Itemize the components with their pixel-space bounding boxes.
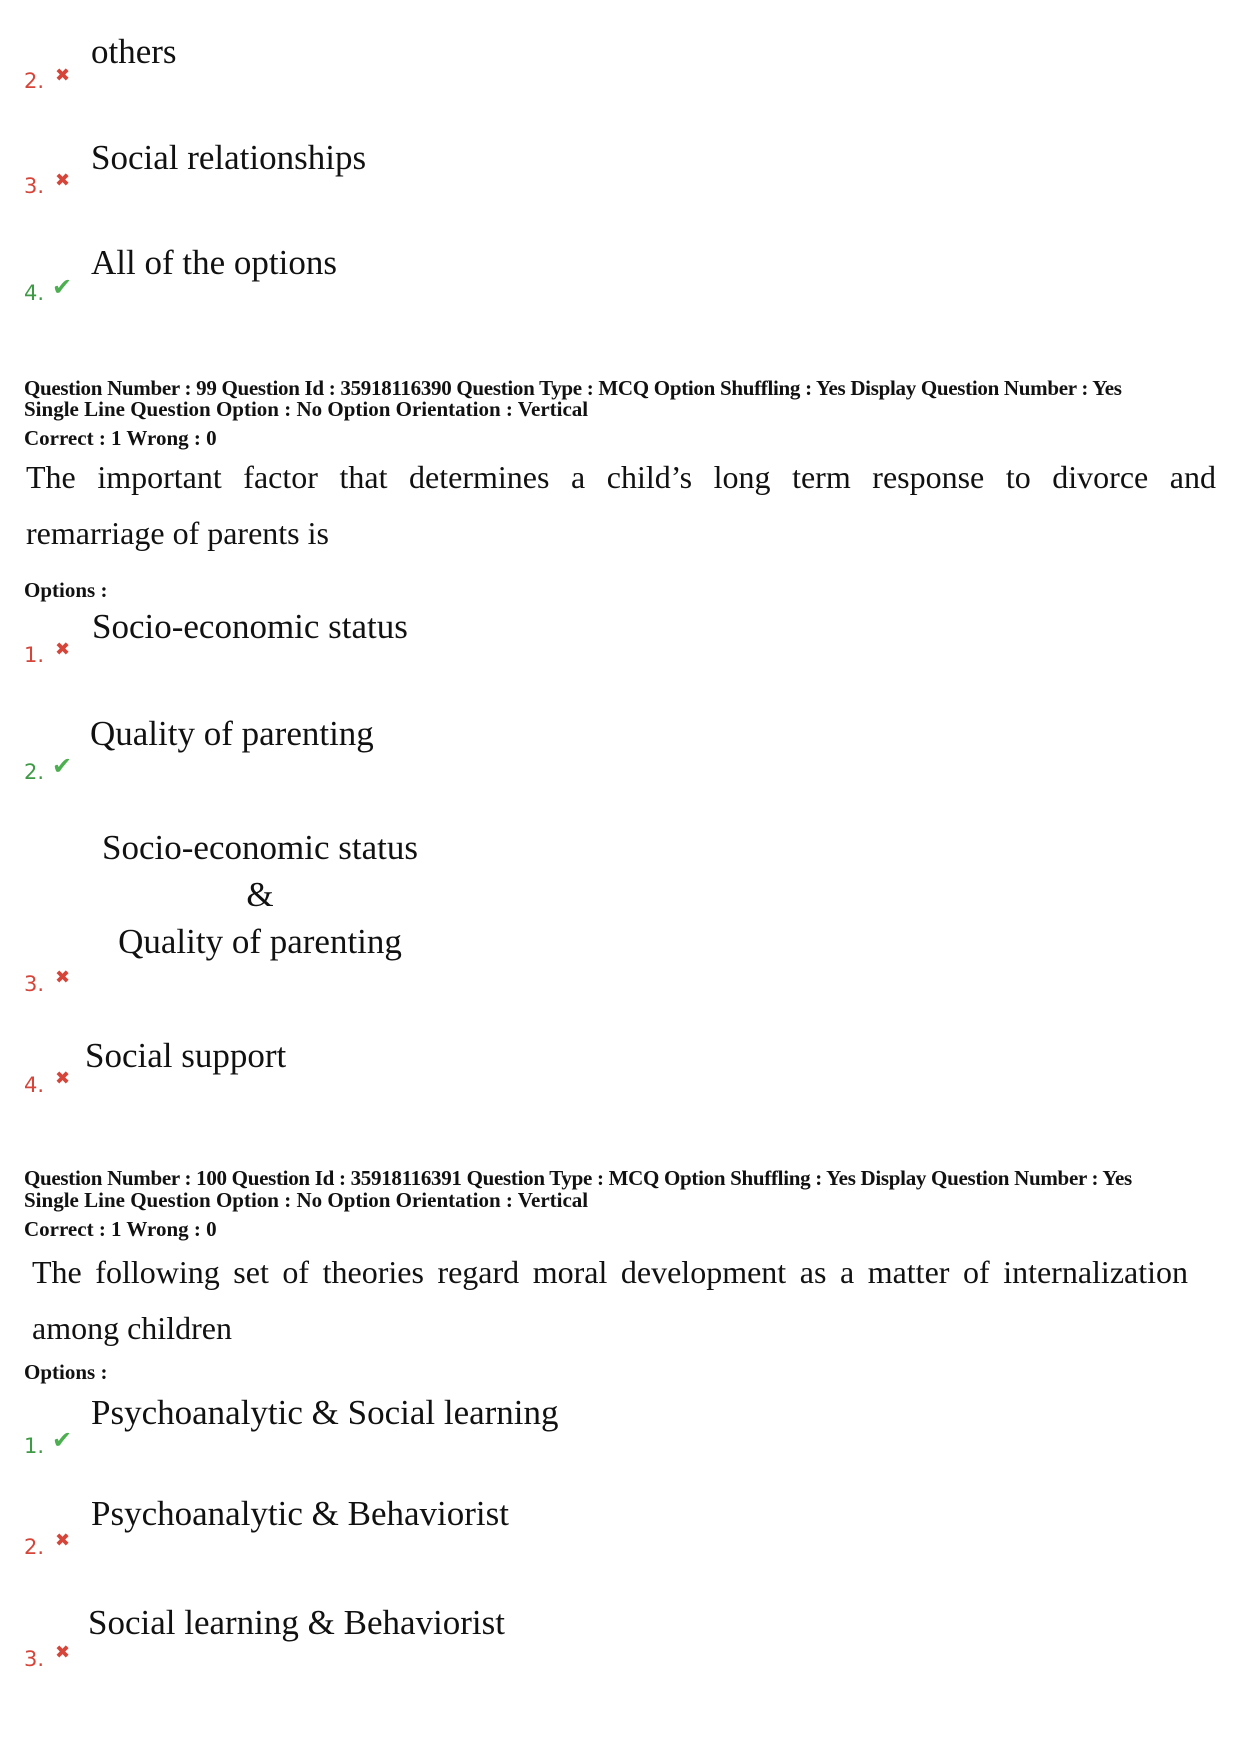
wrong-mark-icon: ✖ [55,170,71,191]
option-text: All of the options [91,243,337,282]
question-meta: Single Line Question Option : No Option Orientation : Vertical [24,1188,589,1212]
option-number: 2. [24,1535,45,1559]
option-multiline [90,830,430,959]
options-label: Options : [24,578,108,602]
question-meta: Question Number : 100 Question Id : 35918116391 Question Type : MCQ Option Shuffling : Yes Display Question Number : Yes [24,1166,1132,1190]
wrong-mark-icon: ✖ [55,1068,71,1089]
option-number: 3. [24,174,45,198]
question-meta: Question Number : 99 Question Id : 35918116390 Question Type : MCQ Option Shuffling : Yes Display Question Number : Yes [24,376,1122,400]
option-text-line: & [246,875,274,914]
option-text: Social learning & Behaviorist [88,1603,505,1642]
option-text-line: Socio-economic status [102,828,418,867]
option-text: Quality of parenting [90,714,374,753]
option-text: others [91,32,177,71]
question-text: remarriage of parents is [26,515,329,551]
question-text: among children [32,1310,232,1346]
check-mark-icon: ✔ [52,273,73,301]
question-text: The important factor that determines a child’s long term response to divorce and [26,459,1216,495]
option-number: 3. [24,972,45,996]
option-number: 1. [24,643,45,667]
option-number: 4. [24,281,45,305]
question-meta: Single Line Question Option : No Option Orientation : Vertical [24,397,589,421]
option-text-line: Quality of parenting [118,922,402,961]
option-number: 2. [24,69,45,93]
options-label: Options : [24,1360,108,1384]
option-text: Psychoanalytic & Behaviorist [91,1494,509,1533]
check-mark-icon: ✔ [52,752,73,780]
wrong-mark-icon: ✖ [55,65,71,86]
option-number: 1. [24,1434,45,1458]
check-mark-icon: ✔ [52,1426,73,1454]
option-number: 2. [24,760,45,784]
option-text: Psychoanalytic & Social learning [91,1393,559,1432]
option-text: Social relationships [91,138,367,177]
option-text: Socio-economic status [92,607,408,646]
option-number: 3. [24,1647,45,1671]
question-score: Correct : 1 Wrong : 0 [24,426,217,450]
wrong-mark-icon: ✖ [55,1530,71,1551]
wrong-mark-icon: ✖ [55,639,71,660]
wrong-mark-icon: ✖ [55,1642,71,1663]
option-text: Social support [85,1036,287,1075]
question-score: Correct : 1 Wrong : 0 [24,1217,217,1241]
question-text: The following set of theories regard moral development as a matter of internalization [32,1254,1188,1290]
option-number: 4. [24,1073,45,1097]
wrong-mark-icon: ✖ [55,967,71,988]
